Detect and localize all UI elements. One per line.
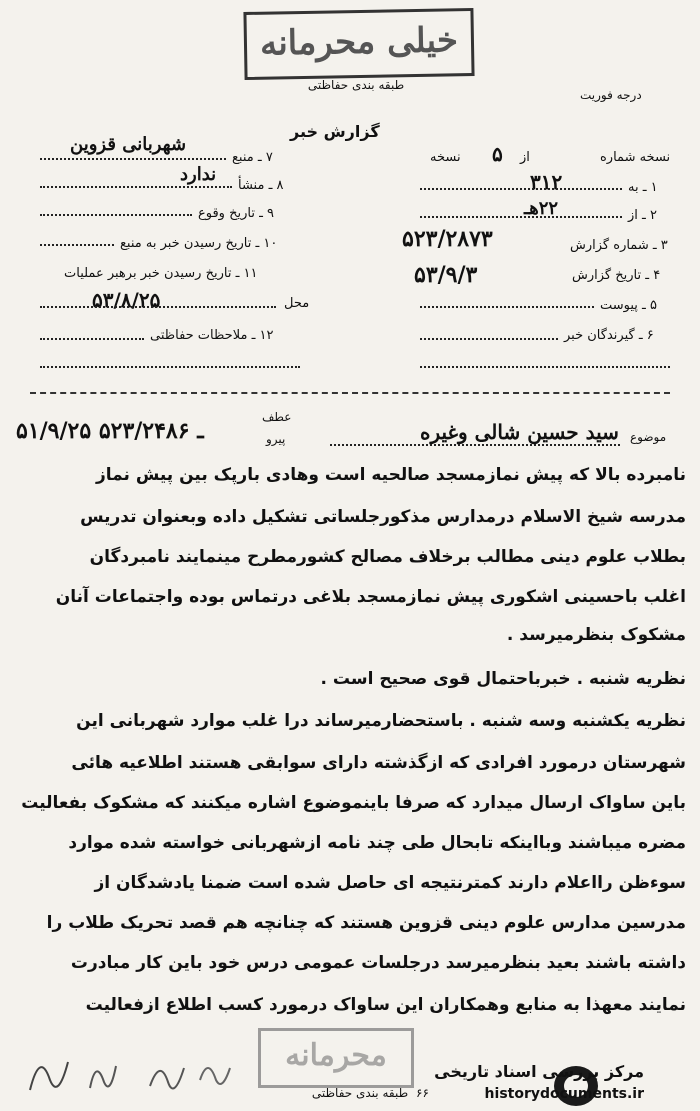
body-line: نامبرده بالا که پیش نمازمسجد صالحیه است وهادی بارپک بین پیش نماز: [95, 465, 686, 485]
field-5-label: ۵ ـ پیوست: [600, 298, 657, 313]
body-line: سوءظن رااعلام دارند کمترنتیجه ای حاصل شده است ضمنا یادشدگان از: [94, 873, 686, 893]
field-6-dots-2: [420, 366, 670, 368]
field-3-value: ۵۲۳/۲۸۷۳: [402, 226, 493, 252]
field-7-label: ۷ ـ منبع: [232, 150, 273, 165]
field-9-label: ۹ ـ تاریخ وقوع: [198, 206, 275, 221]
body-line: نمایند معهذا به منابع وهمکاران این ساواک درمورد کسب اطلاع ازفعالیت: [85, 995, 686, 1015]
ref-value: ۵۱/۹/۲۵ ـ ۵۲۳/۲۴۸۶: [16, 418, 204, 444]
watermark-url: historydocuments.ir: [484, 1086, 644, 1102]
field-3-label: ۳ ـ شماره گزارش: [570, 238, 668, 253]
bottom-confidential-stamp: محرمانه: [258, 1028, 414, 1088]
ref-label-bottom: پیرو: [266, 432, 286, 446]
top-confidential-stamp: خیلی محرمانه: [243, 8, 474, 80]
field-9-dots: [40, 214, 192, 216]
field-2-dots: [420, 216, 622, 218]
field-4-label: ۴ ـ تاریخ گزارش: [572, 268, 661, 283]
subject-value: سید حسین شالی وغیره: [420, 420, 619, 444]
body-line: داشته باشند بعید بنظرمیرسد درجلسات عمومی درس خود باین کار مبادرت: [70, 953, 686, 973]
field-7-value: شهربانی قزوین: [70, 134, 187, 155]
body-line: مشکوک بنظرمیرسد .: [506, 625, 686, 645]
field-11-label: ۱۱ ـ تاریخ رسیدن خبر برهبر عملیات: [64, 266, 258, 281]
field-8-dots: [40, 186, 232, 188]
field-6-label: ۶ ـ گیرندگان خبر: [564, 328, 654, 343]
copy-total: ۵: [492, 142, 503, 166]
body-line: بطلاب علوم دینی مطالب برخلاف مصالح کشورمطرح مینمایند نامبردگان: [89, 547, 686, 567]
field-1-label: ۱ ـ به: [628, 180, 658, 195]
field-11-dots: [40, 306, 276, 308]
body-line: اغلب باحسینی اشکوری پیش نمازمسجد بلاغی درتماس بوده واجتماعات آنان: [55, 587, 686, 607]
field-2-value: ۲۲هـ: [524, 198, 559, 219]
field-10-dots: [40, 244, 114, 246]
top-classification-label: طبقه بندی حفاظتی: [307, 78, 405, 92]
body-line: نظریه یکشنبه وسه شنبه . باستحضارمیرساند درا غلب موارد شهربانی این: [76, 711, 686, 731]
body-line: نظریه شنبه . خبرباحتمال قوی صحیح است .: [320, 669, 686, 689]
ref-label-top: عطف: [262, 410, 292, 424]
header-divider: [30, 392, 670, 394]
field-4-value: ۵۳/۹/۳: [414, 262, 478, 288]
body-line: مدرسه شیخ الاسلام درمدارس مذکورجلساتی تشکیل داده وبعنوان تدریس: [80, 507, 686, 527]
field-7-dots: [40, 158, 226, 160]
priority-label: درجه فوریت: [580, 88, 642, 102]
subject-dots: [330, 444, 620, 446]
field-11-value: ۵۳/۸/۲۵: [92, 288, 161, 312]
watermark-title: مرکز بررسی اسناد تاریخی: [434, 1062, 644, 1081]
copy-word: نسخه: [430, 150, 461, 165]
copy-number-label: نسخه شماره: [600, 150, 671, 165]
field-12-label: ۱۲ ـ ملاحظات حفاظتی: [150, 328, 274, 343]
field-8-label: ۸ ـ منشأ: [238, 178, 284, 193]
body-line: شهرستان درمورد افرادی که ازگذشته دارای سوابقی هستند اطلاعیه هائی: [71, 753, 686, 773]
report-title: گزارش خبر: [290, 122, 380, 141]
field-1-dots: [420, 188, 622, 190]
bottom-classification-label: طبقه بندی حفاظتی: [311, 1086, 409, 1100]
field-5-dots: [420, 306, 594, 308]
field-10-label: ۱۰ ـ تاریخ رسیدن خبر به منبع: [120, 236, 278, 251]
copy-from-label: از: [520, 150, 530, 165]
field-12-dots: [40, 338, 144, 340]
field-1-value: ۳۱۲: [530, 170, 563, 194]
field-11-place: محل: [284, 296, 310, 311]
body-line: باین ساواک ارسال میدارد که صرفا باینموضوع اشاره میکنند که مشکوک بفعالیت: [21, 793, 686, 813]
field-8-value: ندارد: [180, 164, 217, 185]
body-line: مضره میباشند وبااینکه تابحال طی چند نامه ازشهربانی خواسته شده موارد: [68, 833, 686, 853]
body-line: مدرسین مدارس علوم دینی قزوین هستند که چنانچه هم قصد تحریک طلاب را: [46, 913, 686, 933]
field-2-label: ۲ ـ از: [628, 208, 657, 223]
subject-label: موضوع: [630, 430, 667, 444]
field-6-dots: [420, 338, 558, 340]
signature-marks: [10, 1030, 250, 1108]
page-marker: ۶۶: [416, 1086, 429, 1100]
field-12-dots-2: [40, 366, 300, 368]
